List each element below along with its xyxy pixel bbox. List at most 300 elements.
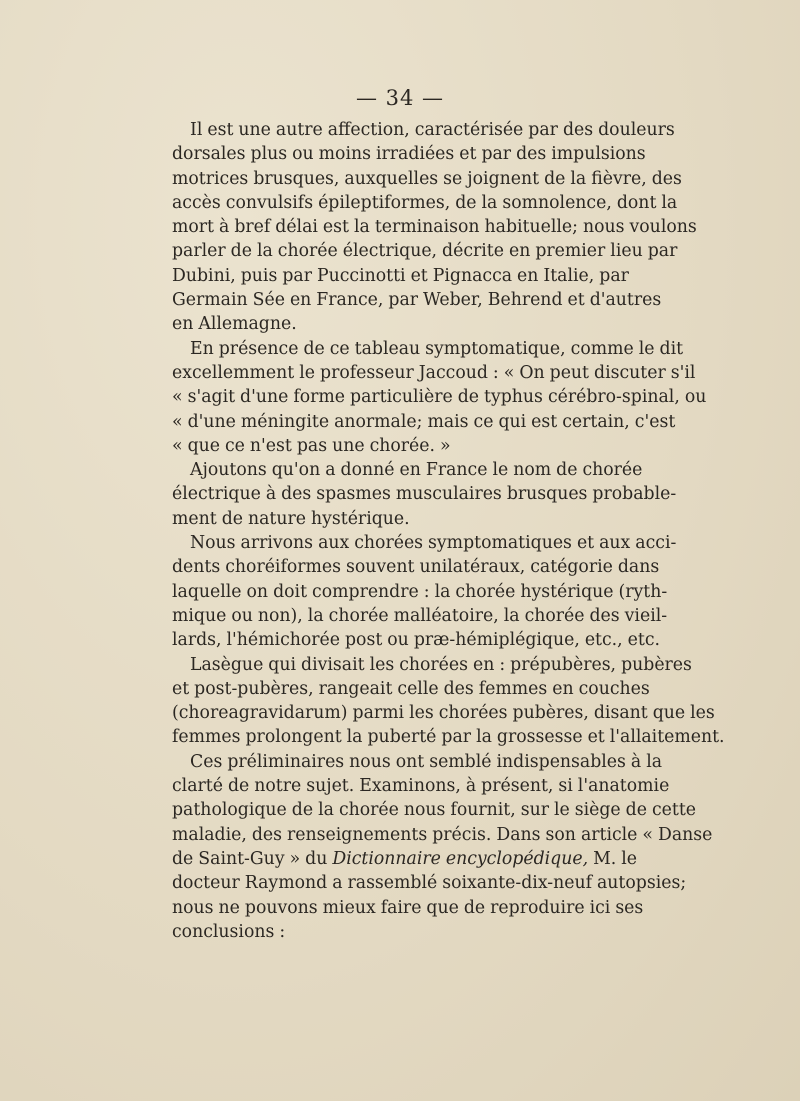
word: est (322, 217, 349, 238)
word: ce (473, 411, 494, 432)
word: et (576, 533, 595, 554)
word: Danse (657, 824, 713, 845)
word: électrique (172, 484, 261, 505)
word: Dubini, (172, 265, 236, 286)
word: qu'on (271, 460, 321, 481)
word: divisait (301, 654, 365, 675)
word: premier (535, 241, 606, 262)
word: ont (395, 751, 425, 772)
text-line (172, 628, 661, 652)
word: nous (582, 217, 625, 238)
word: qui (498, 411, 527, 432)
word: cette (651, 800, 696, 821)
word: forme (293, 387, 346, 408)
word: femmes (478, 678, 548, 699)
word: le (492, 460, 509, 481)
word: la (646, 751, 663, 772)
word: bref (234, 217, 271, 238)
word: somnolence, (502, 192, 612, 213)
text-line (172, 847, 638, 871)
word: lieu (610, 241, 643, 262)
word: auxquelles (344, 168, 439, 189)
word: Dans (496, 824, 541, 845)
word: nous (403, 800, 446, 821)
word: par (647, 241, 678, 262)
word: tableau (354, 338, 421, 359)
word: caractérisée (414, 120, 524, 140)
word: Jaccoud (418, 362, 488, 383)
word: Allemagne. (198, 314, 297, 335)
word: symptomatiques (428, 533, 572, 554)
word: de (625, 800, 647, 821)
word: une (332, 435, 365, 456)
word: lards, (172, 630, 222, 651)
word: que (426, 897, 459, 918)
word: aux (599, 533, 631, 554)
word: hystérique. (311, 508, 410, 529)
word: présent, (481, 776, 554, 797)
word: prolongent (245, 727, 342, 748)
word: on (246, 581, 269, 602)
word: des (443, 678, 474, 699)
word: des (562, 120, 594, 140)
word: vieil- (624, 605, 668, 626)
word: Behrend (487, 290, 563, 311)
word: que (652, 703, 686, 724)
text-line (172, 434, 628, 458)
word: joignent (467, 168, 540, 189)
word: Examinons, (359, 776, 461, 797)
text-line (172, 458, 643, 482)
word: comme (570, 338, 634, 359)
word: impulsions (551, 144, 646, 165)
word: pubères, (512, 703, 589, 724)
text-line (172, 653, 692, 677)
word: discuter (594, 362, 666, 383)
word: nous (172, 897, 214, 918)
word: catégorie (530, 557, 613, 578)
word: souvent (346, 557, 415, 578)
word: reproduire (490, 897, 585, 918)
word: puis (240, 265, 278, 286)
word: s'il (670, 362, 696, 383)
word: Ajoutons (190, 460, 267, 481)
word: convulsifs (225, 192, 314, 213)
word: la (353, 217, 370, 238)
word: à (630, 751, 642, 772)
word: Nous (190, 533, 236, 554)
word: symptomatique, (425, 338, 566, 359)
word: la (476, 727, 492, 748)
word: docteur (172, 873, 240, 894)
word: typhus (484, 387, 543, 408)
word: Pignacca (432, 265, 513, 286)
word: et (172, 678, 190, 699)
word: siège (574, 800, 621, 821)
text-line (172, 920, 628, 944)
word: du (305, 848, 328, 869)
word: précis. (432, 824, 492, 845)
word: le (621, 848, 638, 869)
word: donné (340, 460, 395, 481)
text-line (172, 410, 676, 434)
word: brusques, (253, 168, 340, 189)
word: certain, (562, 411, 630, 432)
text-line (172, 215, 697, 239)
word: pubères (621, 654, 692, 675)
word: » (439, 435, 451, 456)
word: le (299, 362, 316, 383)
word: voulons (629, 217, 697, 238)
word: ou (684, 387, 707, 408)
word: a (332, 873, 343, 894)
text-line (172, 239, 678, 263)
word: France (425, 460, 488, 481)
word: par (441, 727, 472, 748)
word: des (251, 824, 283, 845)
word: « (172, 435, 183, 456)
word: (choreagravidarum) (172, 703, 348, 724)
text-line (172, 774, 670, 798)
word: chorée (277, 241, 338, 262)
word: la (570, 168, 587, 189)
word: pathologique (172, 800, 287, 821)
word: laquelle (172, 581, 242, 602)
word: malléatoire, (393, 605, 499, 626)
word: professeur (320, 362, 414, 383)
word: le (553, 800, 570, 821)
word: présence (218, 338, 299, 359)
word: une (238, 120, 271, 140)
word: de (463, 897, 486, 918)
word: renseignements (287, 824, 428, 845)
word: préliminaires (227, 751, 345, 772)
word: la (256, 241, 273, 262)
text-line (172, 337, 684, 361)
word: chorée (328, 605, 389, 626)
word: clarté (172, 776, 223, 797)
word: Puccinotti (316, 265, 406, 286)
text-line (172, 482, 677, 506)
word: n'est (249, 435, 292, 456)
text-line (172, 531, 677, 555)
word: affection, (327, 120, 410, 140)
word: Saint-Guy (198, 848, 285, 869)
word: Raymond (244, 873, 328, 894)
word: nature (248, 508, 306, 529)
word: : (492, 362, 499, 383)
word: puberté (367, 727, 437, 748)
word: probable- (592, 484, 677, 505)
word: particulière (350, 387, 453, 408)
word: des (651, 168, 682, 189)
text-line (172, 385, 707, 409)
word: Sée (252, 290, 285, 311)
text-line (172, 725, 725, 749)
word: soixante-dix-neuf (442, 873, 592, 894)
word: le (638, 338, 655, 359)
word: spasmes (316, 484, 391, 505)
word: ou (292, 144, 314, 165)
word: a (325, 460, 336, 481)
word: est (531, 411, 558, 432)
word: article (580, 824, 638, 845)
word: chorées (399, 654, 468, 675)
word: la (346, 727, 363, 748)
text-line (172, 167, 682, 191)
word: des (589, 605, 620, 626)
word: indispensables (496, 751, 626, 772)
word: « (172, 387, 183, 408)
word: motrices (172, 168, 249, 189)
word: excellemment (172, 362, 295, 383)
word: sujet. (306, 776, 355, 797)
word: Germain (172, 290, 248, 311)
word: mais (427, 411, 469, 432)
word: mort (172, 217, 214, 238)
word: præ-hémiplégique, (413, 630, 580, 651)
word: chorée (338, 800, 399, 821)
word: semblé (429, 751, 492, 772)
word: musculaires (395, 484, 502, 505)
word: aux (318, 533, 350, 554)
word: de (303, 338, 325, 359)
word: En (190, 338, 214, 359)
word: dorsales (172, 144, 246, 165)
word: acci- (635, 533, 677, 554)
word: : (423, 581, 430, 602)
word: accès (172, 192, 221, 213)
text-line (172, 823, 713, 847)
word: autre (275, 120, 323, 140)
word: On (519, 362, 545, 383)
word: M. (593, 848, 617, 869)
text-line (172, 312, 628, 336)
word: sur (520, 800, 549, 821)
text-line (172, 191, 678, 215)
word: prépubères, (510, 654, 617, 675)
word: l'allaitement. (609, 727, 725, 748)
word: Lasègue (190, 654, 264, 675)
word: par (388, 290, 419, 311)
word: la (503, 605, 520, 626)
word: à (219, 217, 230, 238)
word: ou (231, 605, 253, 626)
word: moins (318, 144, 371, 165)
word: son (545, 824, 576, 845)
word: la (481, 192, 498, 213)
text-line (172, 288, 662, 312)
word: : (499, 654, 506, 675)
word: douleurs (598, 120, 675, 140)
word: pouvons (244, 897, 318, 918)
word: la (307, 605, 324, 626)
text-line (172, 750, 663, 774)
word: par (599, 265, 629, 286)
word: c'est (634, 411, 676, 432)
text-line (172, 604, 668, 628)
word: dans (617, 557, 660, 578)
word: dit (659, 338, 684, 359)
word: faire (380, 897, 422, 918)
word: parmi (352, 703, 405, 724)
word: de (291, 800, 314, 821)
word: Ces (190, 751, 223, 772)
word: unilatéraux, (419, 557, 526, 578)
word: couches (578, 678, 650, 699)
word: décrite (442, 241, 504, 262)
word: de (230, 241, 252, 262)
word: « (503, 362, 515, 383)
word: par (282, 265, 312, 286)
word: celle (397, 678, 439, 699)
word: la (661, 192, 678, 213)
word: terminaison (374, 217, 480, 238)
word: brusques (506, 484, 588, 505)
word: hystérique (520, 581, 614, 602)
word: en (472, 654, 495, 675)
word: choréiformes (225, 557, 342, 578)
word: etc. (627, 630, 661, 651)
word: des (281, 484, 312, 505)
word: l'hémichorée (226, 630, 340, 651)
word: habituelle; (484, 217, 578, 238)
word: irradiées (376, 144, 455, 165)
word: de (556, 460, 578, 481)
text-line (172, 264, 628, 288)
word: peut (549, 362, 590, 383)
word: à (465, 776, 477, 797)
word: les (409, 703, 434, 724)
word: si (558, 776, 573, 797)
word: non), (257, 605, 303, 626)
word: de (455, 192, 477, 213)
word: notre (254, 776, 302, 797)
word: d'autres (589, 290, 662, 311)
text-line (172, 507, 628, 531)
word: arrivons (240, 533, 314, 554)
word: et (410, 265, 428, 286)
text-line (172, 871, 687, 895)
word: plus (250, 144, 288, 165)
word: de (172, 848, 194, 869)
text-line (172, 118, 675, 142)
word: ce (329, 338, 350, 359)
word: mique (172, 605, 227, 626)
word: Weber, (423, 290, 483, 311)
word: et (587, 727, 605, 748)
word: méningite (240, 411, 330, 432)
page-number: — 34 — (355, 86, 445, 110)
word: « (642, 824, 653, 845)
word: ne (218, 897, 240, 918)
word: ou (387, 630, 409, 651)
word: grossesse (496, 727, 583, 748)
word: en (508, 241, 531, 262)
word: délai (275, 217, 318, 238)
word: post-pubères, (194, 678, 314, 699)
word: en (289, 290, 312, 311)
word: fournit, (450, 800, 516, 821)
word: mieux (322, 897, 376, 918)
word: France, (316, 290, 384, 311)
text-line (172, 896, 644, 920)
word: en (172, 314, 194, 335)
word: Il (190, 120, 203, 140)
word: chorée (455, 581, 516, 602)
word: Italie, (543, 265, 595, 286)
word: qui (268, 654, 297, 675)
word: doit (273, 581, 308, 602)
word: par (528, 120, 558, 140)
word: etc., (584, 630, 623, 651)
word: dont (616, 192, 657, 213)
body-text (172, 118, 725, 944)
word: disant (593, 703, 648, 724)
text-line (172, 142, 646, 166)
word: ses (615, 897, 644, 918)
word: encyclopédique, (445, 848, 589, 869)
word: de (227, 776, 250, 797)
word: et (459, 144, 477, 165)
word: se (443, 168, 463, 189)
word: femmes (172, 727, 241, 748)
word: nous (349, 751, 391, 772)
word: et (567, 290, 585, 311)
word: s'agit (187, 387, 236, 408)
text-line (172, 361, 696, 385)
word: ment (172, 508, 217, 529)
word: en (399, 460, 421, 481)
word: chorée (582, 460, 643, 481)
word: que (187, 435, 220, 456)
text-line (172, 677, 650, 701)
text-line (172, 555, 660, 579)
word: épileptiformes, (318, 192, 451, 213)
word: la (318, 800, 334, 821)
word: Dictionnaire (332, 848, 441, 869)
word: cérébro-spinal, (547, 387, 680, 408)
word: chorée. (369, 435, 435, 456)
word: rangeait (318, 678, 393, 699)
word: parler (172, 241, 226, 262)
word: de (221, 508, 243, 529)
word: post (345, 630, 383, 651)
word: des (516, 144, 547, 165)
word: : (279, 921, 286, 942)
word: de (544, 168, 566, 189)
word: conclusions (172, 921, 275, 942)
word: l'anatomie (577, 776, 670, 797)
word: de (457, 387, 480, 408)
word: par (481, 144, 512, 165)
text-line (172, 798, 696, 822)
text-line (172, 701, 715, 725)
word: « (172, 411, 183, 432)
word: dents (172, 557, 221, 578)
word: ici (589, 897, 611, 918)
word: pas (296, 435, 328, 456)
word: autopsies; (596, 873, 687, 894)
word: en (517, 265, 539, 286)
word: d'une (240, 387, 289, 408)
word: » (289, 848, 301, 869)
word: la (434, 581, 451, 602)
word: chorée (524, 605, 585, 626)
word: comprendre (312, 581, 419, 602)
word: à (265, 484, 277, 505)
word: est (207, 120, 234, 140)
